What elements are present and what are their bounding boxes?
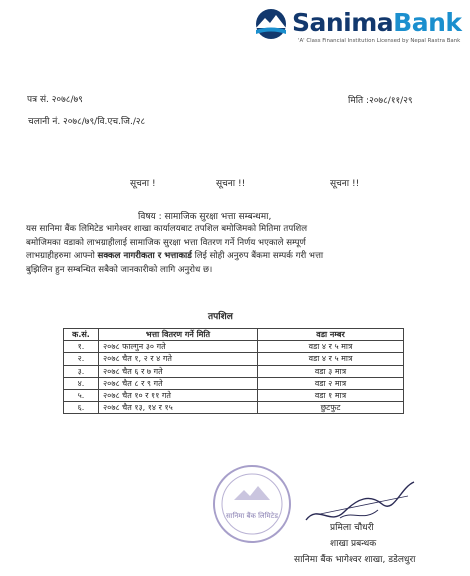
bank-name-part2: Bank <box>393 8 462 37</box>
cell-serial: १. <box>64 341 99 353</box>
cell-date: २०७८ चैत १० र ११ गते <box>99 389 258 401</box>
cell-ward: वडा २ मात्र <box>258 377 404 389</box>
cell-ward: वडा ४ र ५ मात्र <box>258 341 404 353</box>
body-line: बुझिलिन हुन सम्बन्धित सबैको जानकारीको लागि अनुरोध छ। <box>26 264 213 275</box>
header-serial: क.सं. <box>64 329 99 341</box>
cell-date: २०७८ चैत ८ र ९ गते <box>99 377 258 389</box>
table-row <box>64 377 404 389</box>
bank-name <box>292 8 462 37</box>
bank-logo-icon <box>252 8 290 40</box>
cell-serial: ४. <box>64 377 99 389</box>
bank-name-part1: Sanima <box>292 8 394 37</box>
cell-serial: ३. <box>64 365 99 377</box>
body-line <box>26 250 446 264</box>
body-line: बमोजिमका वडाको लाभग्राहीलाई सामाजिक सुरक्षा भत्ता वितरण गर्ने निर्णय भएकाले सम्पूर्ण <box>26 237 306 248</box>
notice-heading-3: सूचना !! <box>330 179 360 189</box>
schedule-title: तपशिल <box>208 312 233 322</box>
official-seal <box>210 462 294 546</box>
table-row <box>64 353 404 365</box>
letter-date: मिति :२०७८/११/२९ <box>348 96 413 106</box>
letter-ref-number: पत्र सं. २०७८/७९ <box>27 95 83 105</box>
cell-date: २०७८ चैत १, २ र ४ गते <box>99 353 258 365</box>
cell-date: २०७८ चैत ६ र ७ गते <box>99 365 258 377</box>
cell-serial: ६. <box>64 402 99 414</box>
body-text: लाभग्राहीहरुमा आफ्नो <box>26 251 95 262</box>
bank-logo <box>252 6 462 50</box>
table-row <box>64 365 404 377</box>
body-text: लिई सोही अनुरुप बैंकमा सम्पर्क गरी भत्ता <box>194 251 324 262</box>
letter-dispatch-number: चलानी नं. २०७८/७९/वि.एच.जि./२८ <box>28 117 146 127</box>
table-row <box>64 389 404 401</box>
seal-text: सानिमा बैंक लिमिटेड <box>226 512 278 520</box>
signatory-name: प्रमिला चौधरी <box>330 523 374 533</box>
cell-ward: वडा १ मात्र <box>258 389 404 401</box>
notice-heading-1: सूचना ! <box>130 179 156 189</box>
letter-body <box>26 223 446 277</box>
signatory-office: सानिमा बैंक भागेश्वर शाखा, डडेलधुरा <box>294 555 416 565</box>
header-ward: वडा नम्बर <box>258 329 404 341</box>
signatory-title: शाखा प्रबन्धक <box>330 539 377 549</box>
body-line: यस सानिमा बैंक लिमिटेड भागेश्वर शाखा कार्यालयबाट तपशिल बमोजिमको मितिमा तपशिल <box>26 224 308 234</box>
cell-date: २०७८ चैत १३, १४ र १५ <box>99 402 258 414</box>
schedule-table <box>63 328 404 414</box>
letter-subject: विषय : सामाजिक सुरक्षा भत्ता सम्बन्धमा, <box>138 212 272 222</box>
cell-serial: २. <box>64 353 99 365</box>
bank-tagline: 'A' Class Financial Institution Licensed by Nepal Rastra Bank <box>298 38 461 44</box>
header-date: भत्ता वितरण गर्ने मिति <box>99 329 258 341</box>
notice-heading-2: सूचना !! <box>216 179 246 189</box>
body-bold-text: सक्कल नागरीकता र भत्ताकार्ड <box>97 251 192 262</box>
cell-date: २०७८ फाल्गुन ३० गते <box>99 341 258 353</box>
cell-ward: वडा ३ मात्र <box>258 365 404 377</box>
table-header-row <box>64 329 404 341</box>
table-row <box>64 402 404 414</box>
cell-serial: ५. <box>64 389 99 401</box>
cell-ward: छुटफुट <box>258 402 404 414</box>
table-row <box>64 341 404 353</box>
cell-ward: वडा ४ र ५ मात्र <box>258 353 404 365</box>
